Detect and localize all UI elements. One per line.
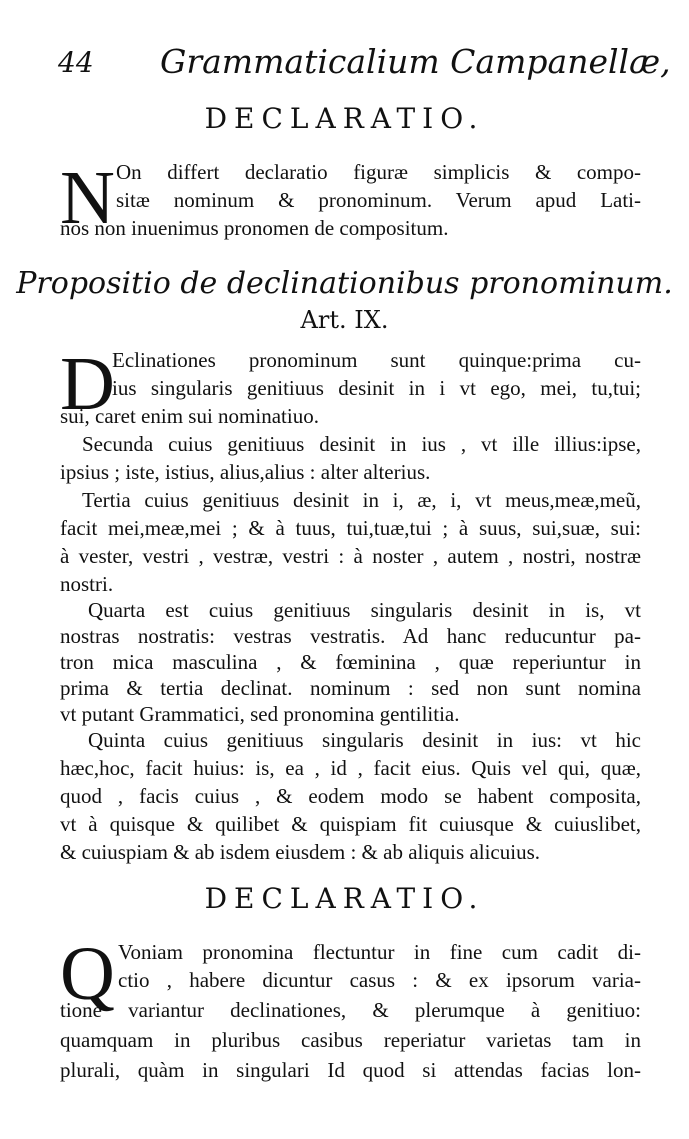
text-line: vt à quisque & quilibet & quispiam fit cuiusque & cuiuslibet, <box>60 812 641 836</box>
text-line: sitæ nominum & pronominum. Verum apud Lati- <box>116 188 641 212</box>
page-header <box>0 42 689 88</box>
text-line: On differt declaratio figuræ simplicis & compo- <box>116 160 641 184</box>
text-line: quod , facis cuius , & eodem modo se habent composita, <box>60 784 641 808</box>
text-line: Eclinationes pronominum sunt quinque:prima cu- <box>112 348 641 372</box>
text-line: ipsius ; iste, istius, alius,alius : alter alterius. <box>60 460 431 484</box>
text-line: & cuiuspiam & ab isdem eiusdem : & ab aliquis alicuius. <box>60 840 541 864</box>
text-line: tione variantur declinationes, & plerumque à genitiuo: <box>60 998 641 1022</box>
declaratio-heading-2: DECLARATIO. <box>204 882 485 915</box>
declaratio-heading-1: DECLARATIO. <box>204 102 485 135</box>
text-line: nostras nostratis: vestras vestratis. Ad hanc reducuntur pa- <box>60 624 641 648</box>
text-line: facit mei,meæ,mei ; & à tuus, tui,tuæ,tui ; à suus, sui,suæ, sui: <box>60 516 641 540</box>
running-title: Grammaticalium Campanellæ, <box>160 42 671 81</box>
article-number: Art. IX. <box>300 306 389 334</box>
text-line: Tertia cuius genitiuus desinit in i, æ, i, vt meus,meæ,meũ, <box>82 488 641 512</box>
text-line: vt putant Grammatici, sed pronomina gentilitia. <box>60 702 460 726</box>
text-line: Quinta cuius genitiuus singularis desinit in ius: vt hic <box>88 728 641 752</box>
text-line: hæc,hoc, facit huius: is, ea , id , facit eius. Quis vel qui, quæ, <box>60 756 641 780</box>
text-line: plurali, quàm in singulari Id quod si attendas facias lon- <box>60 1058 641 1082</box>
section-title: Propositio de declinationibus pronominum. <box>16 266 673 301</box>
page-number: 44 <box>58 46 94 79</box>
text-line: prima & tertia declinat. nominum : sed non sunt nomina <box>60 676 641 700</box>
text-line: Voniam pronomina flectuntur in fine cum cadit di- <box>118 940 641 964</box>
text-line: Secunda cuius genitiuus desinit in ius , vt ille illius:ipse, <box>82 432 641 456</box>
text-line: quamquam in pluribus casibus reperiatur varietas tam in <box>60 1028 641 1052</box>
text-line: Quarta est cuius genitiuus singularis desinit in is, vt <box>88 598 641 622</box>
text-line: ctio , habere dicuntur casus : & ex ipsorum varia- <box>118 968 641 992</box>
text-line: à vester, vestri , vestræ, vestri : à noster , autem , nostri, nostræ <box>60 544 641 568</box>
drop-cap-n: N <box>60 156 115 240</box>
text-line: tron mica masculina , & fœminina , quæ reperiuntur in <box>60 650 641 674</box>
drop-cap-d: D <box>60 342 115 426</box>
text-line: nos non inuenimus pronomen de compositum. <box>60 216 449 240</box>
drop-cap-q: Q <box>60 932 115 1016</box>
text-line: nostri. <box>60 572 114 596</box>
text-line: ius singularis genitiuus desinit in i vt ego, mei, tu,tui; <box>112 376 641 400</box>
text-line: sui, caret enim sui nominatiuo. <box>60 404 319 428</box>
